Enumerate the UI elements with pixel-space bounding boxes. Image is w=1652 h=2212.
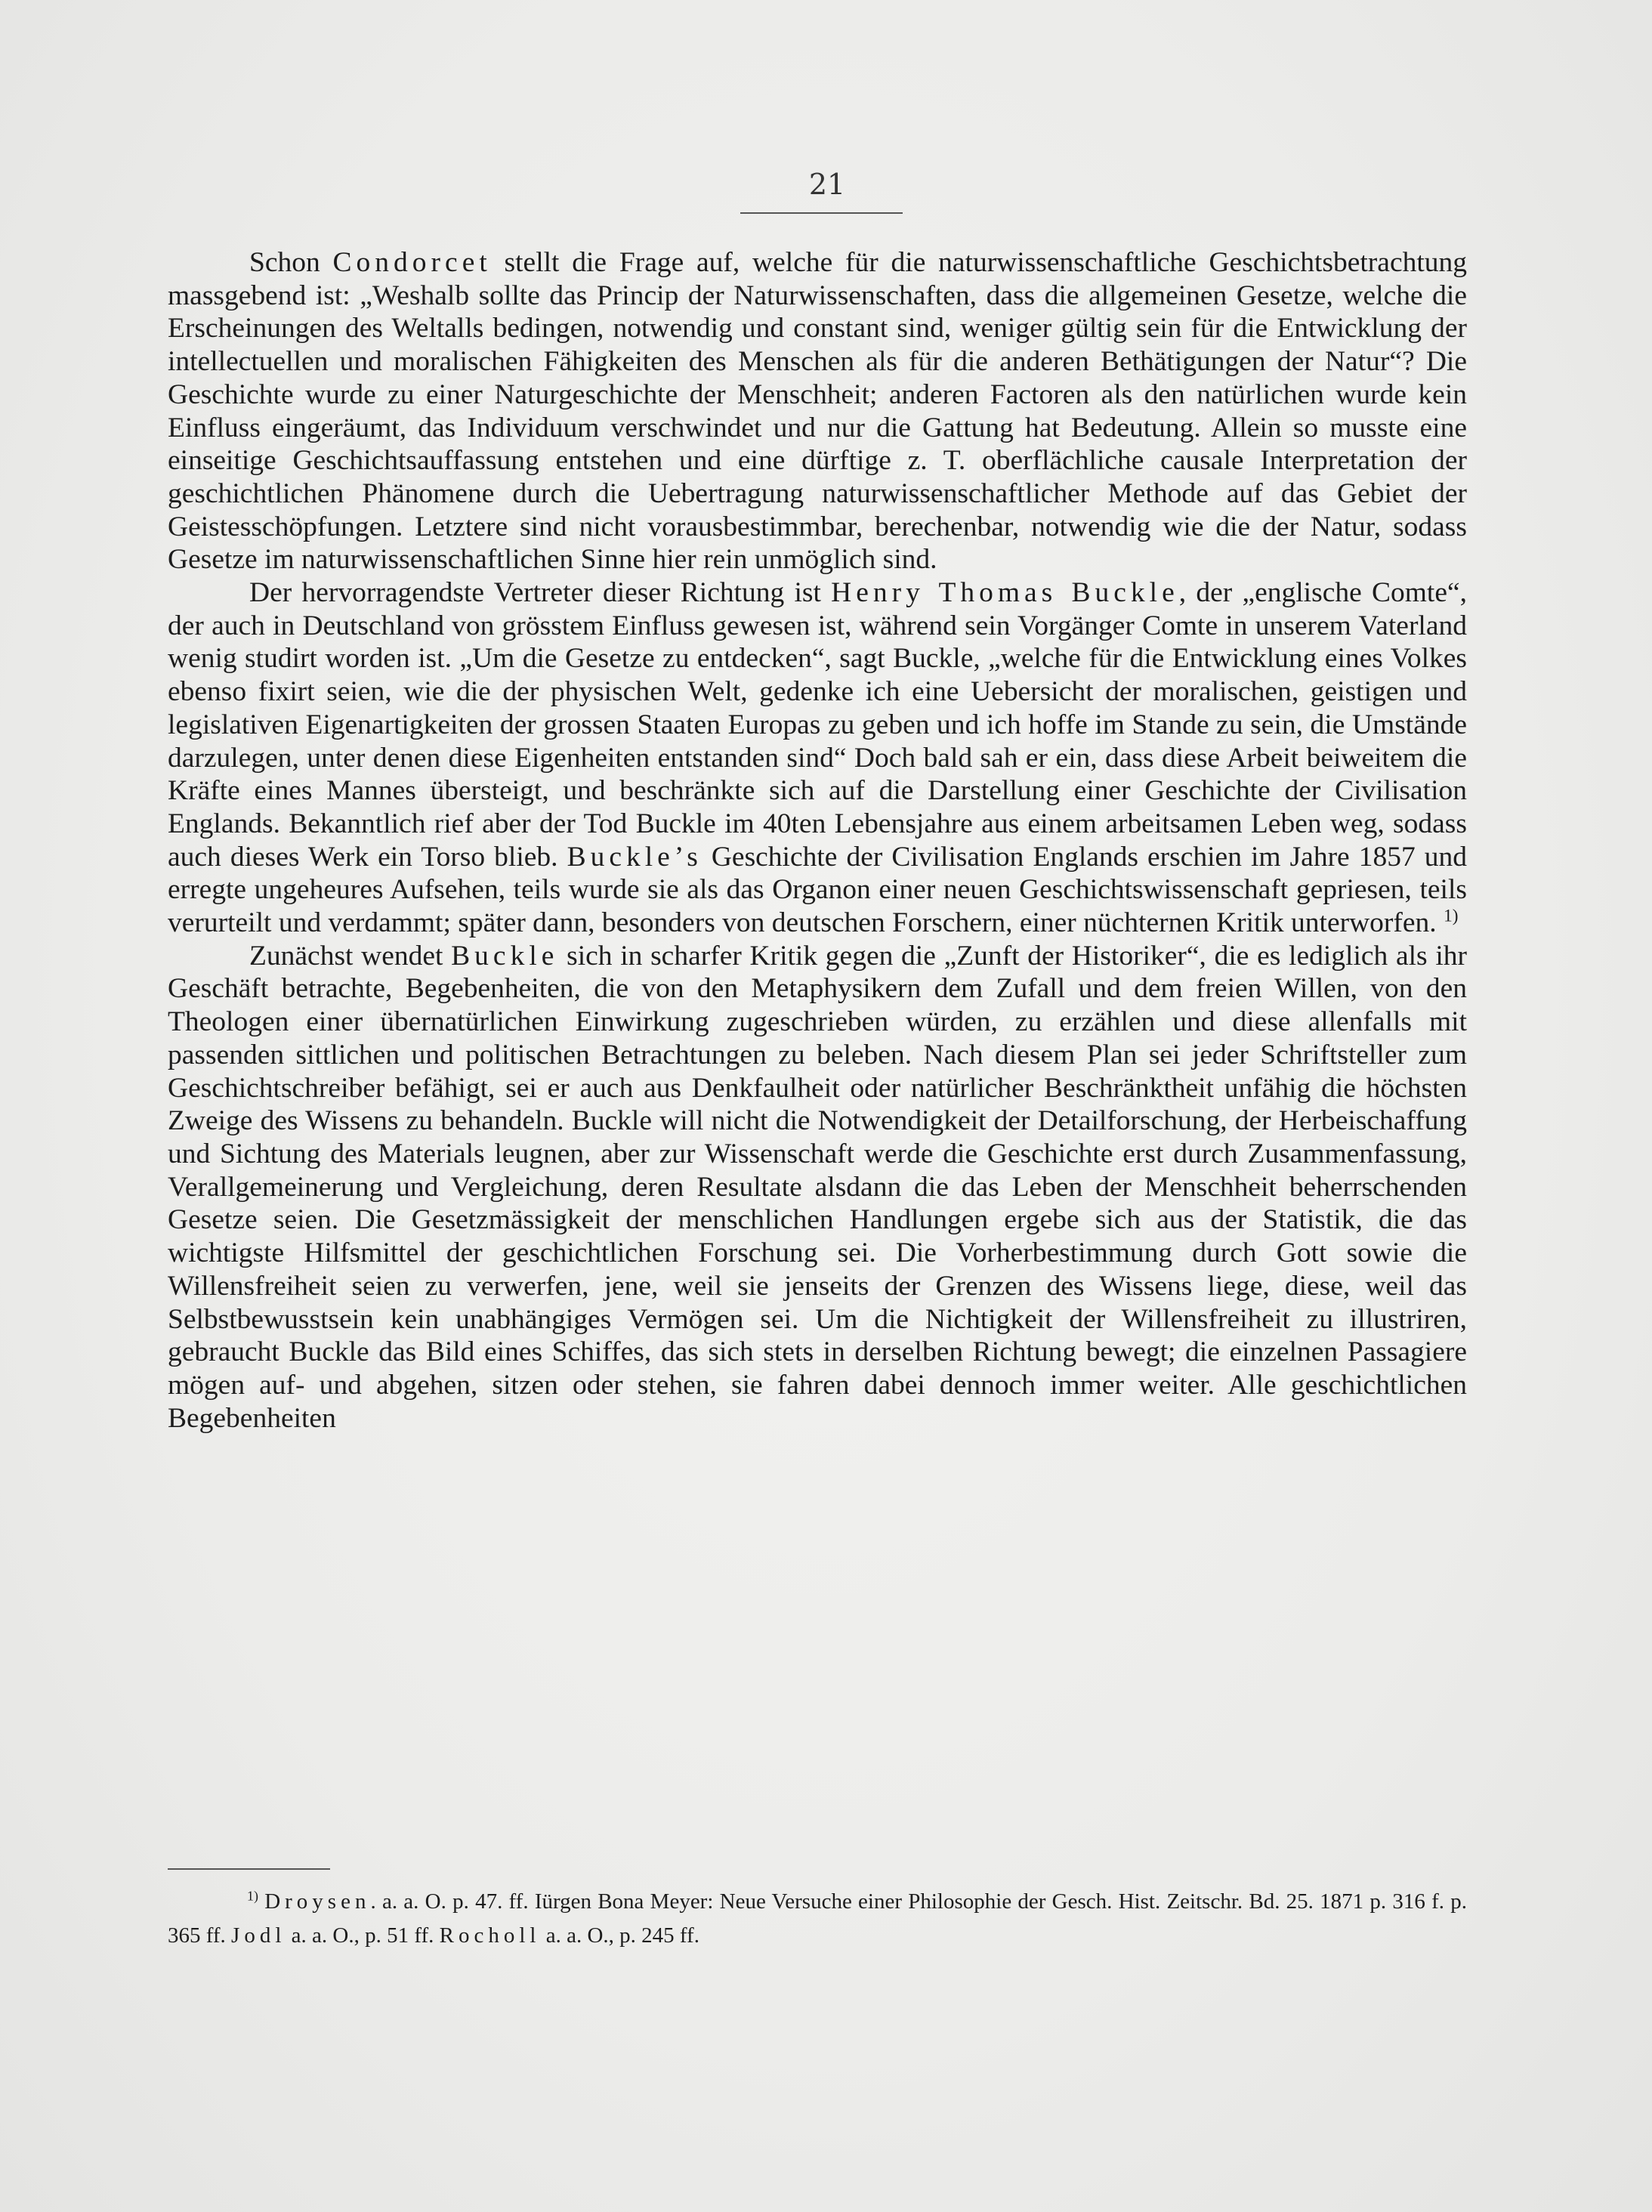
text-run: Der hervorragendste Vertreter dieser Richtung ist [249, 577, 832, 609]
text-run: Zunächst wendet [249, 940, 452, 972]
footnote-reference: 1) [1444, 906, 1459, 926]
name-buckles: Buckle’s [567, 841, 702, 873]
footnotes [168, 1885, 1467, 1953]
name-buckle: Buckle [451, 940, 559, 972]
text-run: sich in scharfer Kritik gegen die „Zunft der Historiker“, die es lediglich als ihr Geschäft betrachte, Begebenheiten, die von den Metaphysikern dem Zufall und dem freien Willen, von den Theologen einer übernatürlichen Einwirkung zugeschrieben würden, zu erzählen und diese allenfalls mit passenden sittlichen und politischen Betrachtungen zu beleben. Nach diesem Plan sei jeder Schriftsteller zum Geschichtschreiber befähigt, sei er auch aus Denkfaulheit oder natürlicher Beschränktheit unfähig die höchsten Zweige des Wissens zu behandeln. Buckle will nicht die Notwendigkeit der Detailforschung, der Herbeischaffung und Sichtung des Materials leugnen, aber zur Wissenschaft werde die Geschichte erst durch Zusammenfassung, Verallgemeinerung und Vergleichung, deren Resultate alsdann die das Leben der Menschheit beherrschenden Gesetze seien. Die Gesetzmässigkeit der menschlichen Handlungen ergebe sich aus der Statistik, die das wichtigste Hilfsmittel der geschichtlichen Forschung sei. Die Vorherbestimmung durch Gott sowie die Willensfreiheit seien zu verwerfen, jene, weil sie jenseits der Grenzen des Wissens liege, diese, weil das Selbstbewusstsein kein unabhängiges Vermögen sei. Um die Nichtigkeit der Willensfreiheit zu illustriren, gebraucht Buckle das Bild eines Schiffes, das sich stets in derselben Richtung bewegt; die einzelnen Passagiere mögen auf- und abgehen, sitzen oder stehen, sie fahren dabei dennoch immer weiter. Alle geschichtlichen Begebenheiten [168, 940, 1467, 1434]
name-condorcet: Condorcet [332, 247, 492, 278]
text-run: a. a. O., p. 245 ff. [540, 1923, 699, 1948]
page-number: 21 [808, 168, 846, 201]
body-text [168, 246, 1467, 1435]
name-rocholl: Rocholl [439, 1923, 541, 1948]
paragraph-buckle-critique [168, 940, 1467, 1435]
text-run: . a. a. O. p. 47. ff. Iürgen Bona Meyer: Neue Versuche einer Philosophie der Gesch. Hist. Zeitschr. Bd. 25. 1871 p. 316 f. p. 365 ff. [168, 1889, 1468, 1948]
name-henry-thomas-buckle: Henry Thomas Buckle [831, 577, 1179, 609]
header-rule [740, 212, 903, 214]
text-run: , der „englische Comte“, der auch in Deutschland von grösstem Einfluss gewesen ist, während sein Vorgänger Comte in unserem Vaterland wenig studirt worden ist. „Um die Gesetze zu entdecken“, sagt Buckle, „welche für die Entwicklung eines Volkes ebenso fixirt seien, wie die der physischen Welt, gedenke ich eine Uebersicht der moralischen, geistigen und legislativen Eigenartigkeiten der grossen Staaten Europas zu geben und ich hoffe im Stande zu sein, die Umstände darzulegen, unter denen diese Eigenheiten entstanden sind“ Doch bald sah er ein, dass diese Arbeit beiweitem die Kräfte eines Mannes übersteigt, und beschränkte sich auf die Darstellung einer Geschichte der Civilisation Englands. Bekanntlich rief aber der Tod Buckle im 40ten Lebensjahre aus einem arbeitsamen Leben weg, sodass auch dieses Werk ein Torso blieb. [168, 577, 1467, 873]
name-jodl: Jodl [231, 1923, 286, 1948]
paragraph-buckle-intro [168, 576, 1467, 940]
text-run: stellt die Frage auf, welche für die naturwissenschaftliche Geschichtsbetrachtung massgebend ist: „Weshalb sollte das Princip der Naturwissenschaften, dass die allgemeinen Gesetze, welche die Erscheinungen des Weltalls bedingen, notwendig und constant sind, weniger gültig sein für die Entwicklung der intellectuellen und moralischen Fähigkeiten des Menschen als für die anderen Bethätigungen der Natur“? Die Geschichte wurde zu einer Naturgeschichte der Menschheit; anderen Factoren als den natürlichen wurde kein Einfluss eingeräumt, das Individuum verschwindet und nur die Gattung hat Bedeutung. Allein so musste eine einseitige Geschichtsauffassung entstehen und eine dürftige z. T. oberflächliche causale Interpretation der geschichtlichen Phänomene durch die Uebertragung naturwissenschaftlicher Methode auf das Gebiet der Geistesschöpfungen. Letztere sind nicht vorausbestimmbar, berechenbar, notwendig wie die der Natur, sodass Gesetze im naturwissenschaftlichen Sinne hier rein unmöglich sind. [168, 247, 1468, 576]
text-run: Schon [249, 247, 333, 278]
text-run: a. a. O., p. 51 ff. [286, 1923, 440, 1948]
footnote-rule [168, 1868, 330, 1870]
paragraph-condorcet [168, 246, 1467, 576]
footnote-1 [168, 1885, 1467, 1953]
text-run: Geschichte der Civilisation Englands erschien im Jahre 1857 und erregte ungeheures Aufsehen, teils wurde sie als das Organon einer neuen Geschichtswissenschaft gepriesen, teils verurteilt und verdammt; später dann, besonders von deutschen Forschern, einer nüchternen Kritik unterworfen. [168, 841, 1468, 939]
footnote-marker: 1) [247, 1888, 258, 1904]
name-droysen: Droysen [264, 1889, 371, 1914]
